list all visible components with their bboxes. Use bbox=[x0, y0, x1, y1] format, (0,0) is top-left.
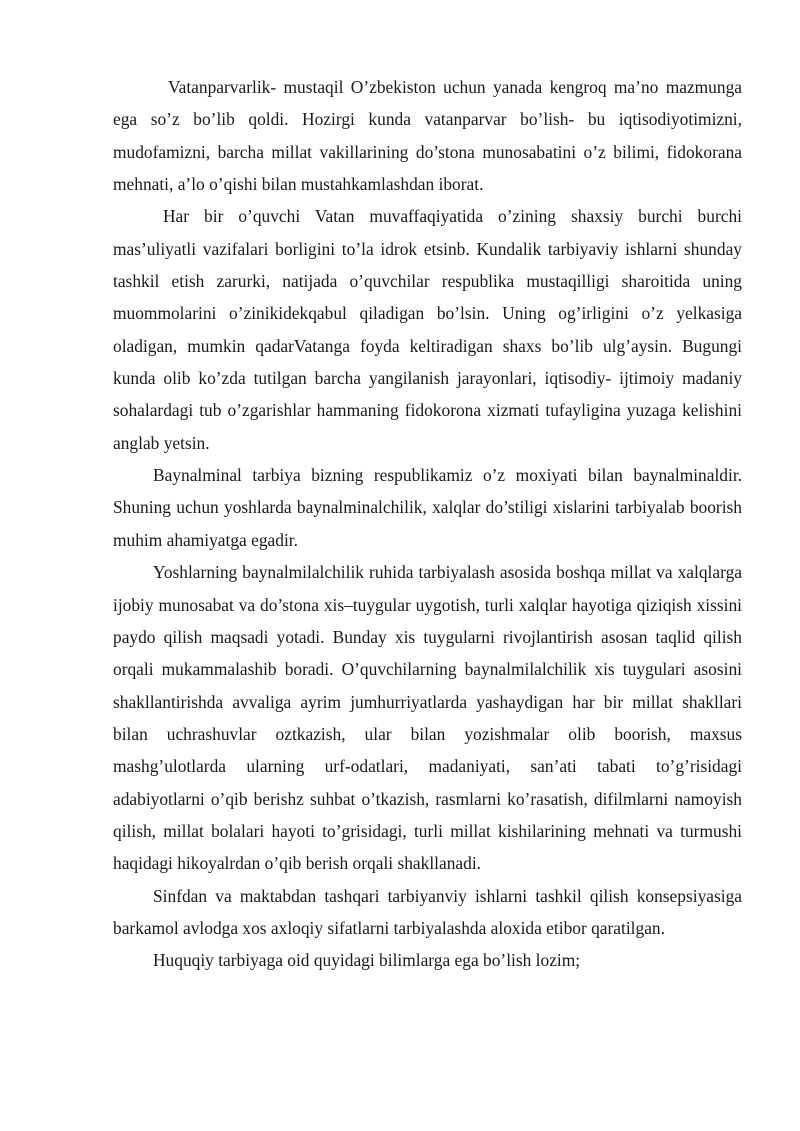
paragraph-patriotism: Vatanparvarlik- mustaqil O’zbekiston uchun yanada kengroq ma’no mazmunga ega so’z bo’lib qoldi. Hozirgi kunda vatanparvar bo’lish- bu iqtisodiyotimizni, mudofamizni, barcha millat vakillarining do’stona munosabatini o’z bilimi, fidokorana mehnati, a’lo o’qishi bilan mustahkamlashdan iborat. bbox=[113, 77, 742, 195]
paragraph-youth-internationalism: Yoshlarning baynalmilalchilik ruhida tarbiyalash asosida boshqa millat va xalqlarga ijobiy munosabat va do’stona xis–tuygular uygotish, turli xalqlar hayotiga qiziqish xissini paydo qilish maqsadi yotadi. Bunday xis tuygularni rivojlantirish asosan taqlid qilish orqali mukammalashib boradi. O’quvchilarning baynalmilalchilik xis tuygulari asosini shakllantirishda avvaliga ayrim jumhurriyatlarda yashaydigan har bir millat shakllari bilan uchrashuvlar oztkazish, ular bilan yozishmalar olib boorish, maxsus mashg’ulotlarda ularning urf-odatlari, madaniyati, san’ati tabati to’g’risidagi adabiyotlarni o’qib berishz suhbat o’tkazish, rasmlarni ko’rasatish, difilmlarni namoyish qilish, millat bolalari hayoti to’grisidagi, turli millat kishilarining mehnati va turmushi haqidagi hikoyalrdan o’qib berish orqali shakllanadi. bbox=[113, 562, 742, 874]
paragraph-student-duty: Har bir o’quvchi Vatan muvaffaqiyatida o’zining shaxsiy burchi burchi mas’uliyatli vazifalari borligini to’la idrok etsinb. Kundalik tarbiyaviy ishlarni shunday tashkil etish zarurki, natijada o’quvchilar respublika mustaqilligi sharoitida uning muommolarini o’zinikidekqabul qiladigan bo’lsin. Uning og’irligini o’z yelkasiga oladigan, mumkin qadarVatanga foyda keltiradigan shaxs bo’lib ulg’aysin. Bugungi kunda olib ko’zda tutilgan barcha yangilanish jarayonlari, iqtisodiy- ijtimoiy madaniy sohalardagi tub o’zgarishlar hammaning fidokorona xizmati tufayligina yuzaga kelishini anglab yetsin. bbox=[113, 206, 742, 453]
paragraph-legal-education: Huquqiy tarbiyaga oid quyidagi bilimlarga ega bo’lish lozim; bbox=[153, 950, 581, 971]
paragraph-extracurricular: Sinfdan va maktabdan tashqari tarbiyanviy ishlarni tashkil qilish konsepsiyasiga barkamol avlodga xos axloqiy sifatlarni tarbiyalashda aloxida etibor qaratilgan. bbox=[113, 885, 742, 938]
document-page bbox=[113, 71, 742, 977]
paragraph-international-education: Baynalminal tarbiya bizning respublikamiz o’z moxiyati bilan baynalminaldir. Shuning uchun yoshlarda baynalminalchilik, xalqlar do’stiligi xislarini tarbiyalab boorish muhim ahamiyatga egadir. bbox=[113, 465, 742, 550]
